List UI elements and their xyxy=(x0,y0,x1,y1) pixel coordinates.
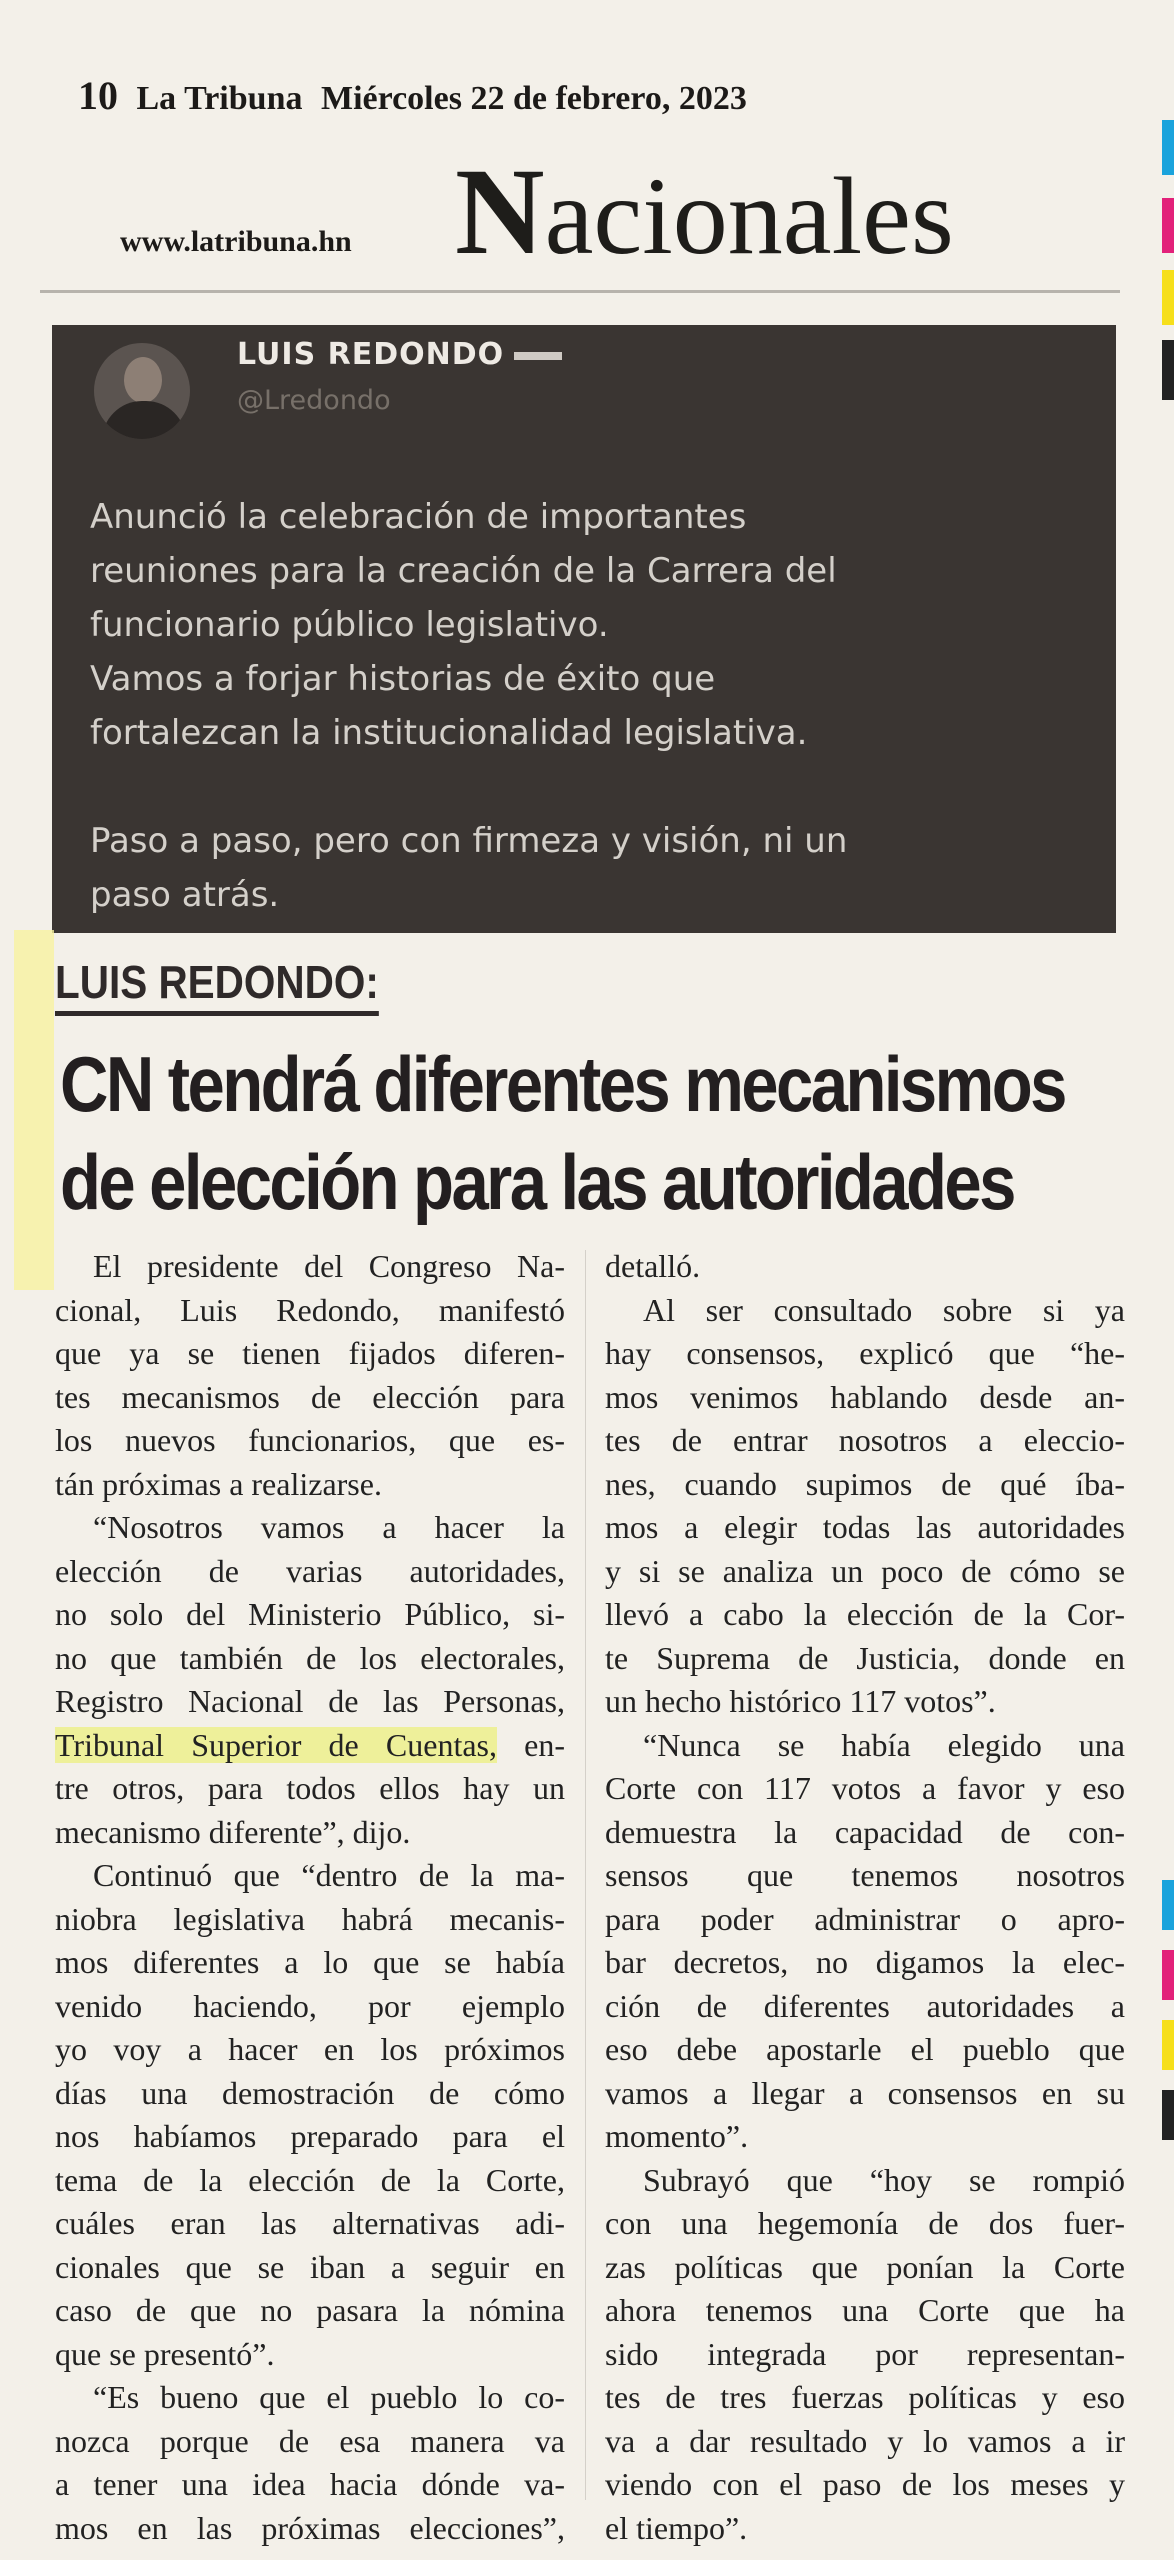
body-line: el tiempo”. xyxy=(605,2509,748,2546)
tweet-author-handle: @Lredondo xyxy=(237,385,391,416)
body-line: a tener una idea hacia dónde va- xyxy=(55,2466,565,2502)
body-line: Subrayó que “hoy se rompió xyxy=(643,2161,1125,2198)
tweet-text xyxy=(90,490,1090,922)
section-title-initial: N xyxy=(455,143,545,280)
body-line: tán próximas a realizarse. xyxy=(55,1465,382,1502)
registration-strip-black-2 xyxy=(1162,2090,1174,2140)
website-url: www.latribuna.hn xyxy=(120,225,352,258)
body-line: tema de la elección de la Corte, xyxy=(55,2161,565,2198)
body-line: no que también de los electorales, xyxy=(55,1639,565,1676)
body-line: Al ser consultado sobre si ya xyxy=(643,1291,1125,1328)
body-line: que ya se tienen fijados diferen- xyxy=(55,1335,565,1371)
body-text: en- xyxy=(497,1726,566,1763)
avatar xyxy=(94,343,190,439)
body-line: El presidente del Congreso Na- xyxy=(93,1248,565,1284)
page-number: 10 xyxy=(78,73,118,118)
body-line: demuestra la capacidad de con- xyxy=(605,1813,1125,1850)
tweet-author-name-text: LUIS REDONDO xyxy=(237,337,505,372)
registration-strip-magenta-2 xyxy=(1162,1950,1174,2000)
body-line: un hecho histórico 117 votos”. xyxy=(605,1683,996,1719)
registration-strip-black xyxy=(1162,340,1174,400)
body-line: mecanismo diferente”, dijo. xyxy=(55,1813,411,1850)
body-line: Continuó que “dentro de la ma- xyxy=(93,1857,565,1893)
article-column-1 xyxy=(55,1245,565,2550)
body-line: tes de tres fuerzas políticas y eso xyxy=(605,2379,1125,2415)
body-line: ción de diferentes autoridades a xyxy=(605,1987,1125,2024)
verified-icon xyxy=(514,352,562,360)
header-rule xyxy=(40,290,1120,293)
article-headline xyxy=(60,1035,1065,1231)
body-line: venido haciendo, por ejemplo xyxy=(55,1987,565,2024)
body-line: “Nunca se había elegido una xyxy=(643,1726,1125,1763)
body-line: nozca porque de esa manera va xyxy=(55,2422,565,2459)
registration-strip-magenta xyxy=(1162,198,1174,253)
body-line: te Suprema de Justicia, donde en xyxy=(605,1639,1125,1676)
publication-date: Miércoles 22 de febrero, 2023 xyxy=(320,80,747,117)
body-line: mos diferentes a lo que se había xyxy=(55,1944,565,1980)
body-line: detalló. xyxy=(605,1248,701,1284)
section-title xyxy=(455,143,954,280)
section-title-rest: acionales xyxy=(544,155,954,277)
body-line: yo voy a hacer en los próximos xyxy=(55,2031,565,2067)
body-line: viendo con el paso de los meses y xyxy=(605,2466,1125,2502)
registration-strip-yellow-2 xyxy=(1162,2020,1174,2070)
body-line: no solo del Ministerio Público, si- xyxy=(55,1596,565,1632)
body-line: “Es bueno que el pueblo lo co- xyxy=(93,2379,565,2415)
article-column-2 xyxy=(605,1245,1125,2550)
body-line: los nuevos funcionarios, que es- xyxy=(55,1422,565,1458)
body-line-highlighted xyxy=(55,1724,565,1768)
body-line: zas políticas que ponían la Corte xyxy=(605,2248,1125,2285)
body-line: Registro Nacional de las Personas, xyxy=(55,1683,565,1719)
publication-name: La Tribuna xyxy=(136,80,303,117)
registration-strip-yellow xyxy=(1162,270,1174,325)
body-line: llevó a cabo la elección de la Cor- xyxy=(605,1596,1125,1632)
body-line: cional, Luis Redondo, manifestó xyxy=(55,1291,565,1328)
body-line: va a dar resultado y lo vamos a ir xyxy=(605,2422,1125,2459)
body-line: mos venimos hablando desde an- xyxy=(605,1378,1125,1415)
body-line: días una demostración de cómo xyxy=(55,2074,565,2111)
body-line: sensos que tenemos nosotros xyxy=(605,1857,1125,1893)
registration-strip-cyan xyxy=(1162,120,1174,175)
body-line: hay consensos, explicó que “he- xyxy=(605,1335,1125,1371)
registration-strip-cyan-2 xyxy=(1162,1880,1174,1930)
body-line: cionales que se iban a seguir en xyxy=(55,2248,565,2285)
article-kicker: LUIS REDONDO: xyxy=(55,955,379,1016)
headline-line: CN tendrá diferentes mecanismos xyxy=(60,1040,1065,1128)
body-line: mos en las próximas elecciones”, xyxy=(55,2509,565,2546)
body-line: eso debe apostarle el pueblo que xyxy=(605,2031,1125,2067)
body-line: con una hegemonía de dos fuer- xyxy=(605,2205,1125,2241)
body-line: para poder administrar o apro- xyxy=(605,1900,1125,1937)
body-line: tes de entrar nosotros a eleccio- xyxy=(605,1422,1125,1458)
body-line: sido integrada por representan- xyxy=(605,2335,1125,2372)
column-divider xyxy=(585,1250,586,2500)
highlighter-mark xyxy=(14,930,54,1290)
body-line: elección de varias autoridades, xyxy=(55,1552,565,1589)
body-line: momento”. xyxy=(605,2118,749,2154)
body-line: tre otros, para todos ellos hay un xyxy=(55,1770,565,1806)
body-line: niobra legislativa habrá mecanis- xyxy=(55,1900,565,1937)
headline-line: de elección para las autoridades xyxy=(60,1138,1014,1226)
body-line: que se presentó”. xyxy=(55,2335,275,2372)
avatar-head xyxy=(124,357,162,403)
body-line: nes, cuando supimos de qué íba- xyxy=(605,1465,1125,1502)
body-line: ahora tenemos una Corte que ha xyxy=(605,2292,1125,2328)
body-line: bar decretos, no digamos la elec- xyxy=(605,1944,1125,1980)
tweet-paragraph: Anunció la celebración de importantes reuniones para la creación de la Carrera del funcionario público legislativo. Vamos a forjar historias de éxito que fortalezcan la institucionalidad legislativa. xyxy=(90,497,837,753)
body-line: nos habíamos preparado para el xyxy=(55,2118,565,2154)
body-line: y si se analiza un poco de cómo se xyxy=(605,1552,1125,1589)
highlighted-text: Tribunal Superior de Cuentas, xyxy=(55,1726,497,1763)
body-line: vamos a llegar a consensos en su xyxy=(605,2074,1125,2111)
page-folio xyxy=(78,72,747,119)
tweet-card xyxy=(52,325,1116,933)
tweet-author-name xyxy=(237,337,562,372)
avatar-body xyxy=(102,401,186,439)
body-line: Corte con 117 votos a favor y eso xyxy=(605,1770,1125,1806)
body-line: cuáles eran las alternativas adi- xyxy=(55,2205,565,2241)
body-line: mos a elegir todas las autoridades xyxy=(605,1509,1125,1545)
body-line: caso de que no pasara la nómina xyxy=(55,2292,565,2328)
body-line: tes mecanismos de elección para xyxy=(55,1378,565,1415)
tweet-paragraph: Paso a paso, pero con firmeza y visión, ni un paso atrás. xyxy=(90,821,848,915)
body-line: “Nosotros vamos a hacer la xyxy=(93,1509,565,1545)
